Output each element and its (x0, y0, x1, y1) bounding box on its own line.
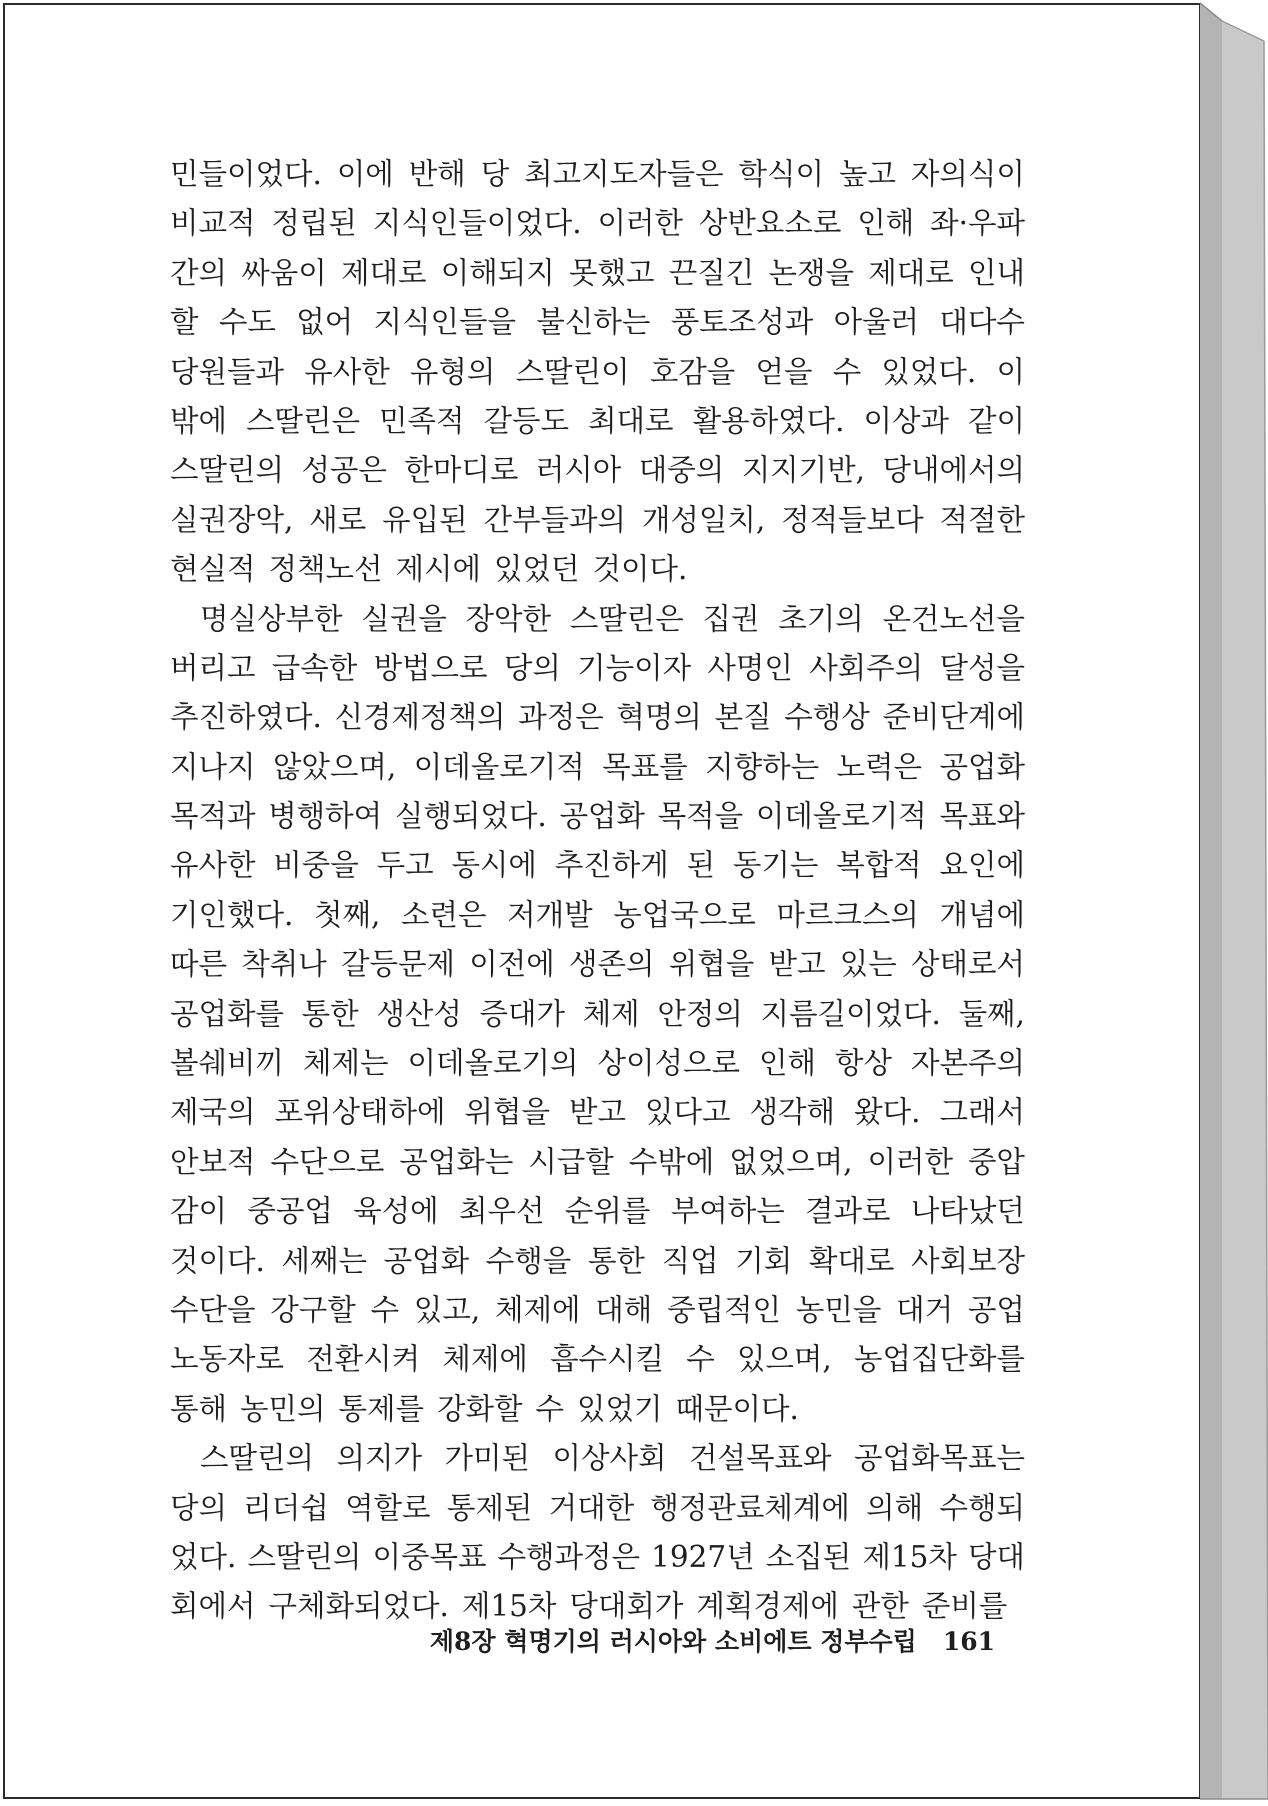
word: 스딸린은 (569, 601, 684, 636)
word: 상태로서 (911, 947, 1025, 982)
text-line (170, 348, 1025, 397)
word: 거대한 (548, 1490, 635, 1525)
word: 볼쉐비끼 (170, 1046, 284, 1081)
word: 온건노선을 (882, 601, 1025, 636)
word: 인내 (968, 255, 1025, 290)
word: 체제에 (442, 1342, 528, 1377)
word: 따른 (170, 947, 227, 982)
word: 없었으며, (729, 1144, 853, 1179)
word: 유형의 (409, 354, 496, 389)
word: 정책노선 (268, 552, 383, 587)
word: 수 (686, 1342, 715, 1377)
word: 과정은 (518, 700, 604, 735)
word: 통한 (301, 996, 359, 1031)
word: 항상 (834, 1046, 892, 1081)
word: 제국의 (170, 1095, 256, 1130)
word: 혁명의 (616, 700, 702, 735)
chapter-title: 제8장 혁명기의 러시아와 소비에트 정부수립 (429, 1627, 917, 1656)
word: 목표와 (939, 799, 1025, 834)
word: 확대로 (808, 1243, 895, 1278)
word: 버리고 (170, 650, 256, 685)
page-footer (420, 1622, 995, 1658)
text-line (170, 446, 1025, 495)
paragraph (170, 150, 1025, 595)
word: 초기의 (778, 601, 864, 636)
word: 안정의 (657, 996, 743, 1031)
word: 인해 (857, 206, 915, 241)
text-line (170, 496, 1025, 545)
word: 대해 (595, 1292, 653, 1327)
word: 최대로 (588, 403, 674, 438)
paragraph (170, 1434, 1025, 1632)
word: 병행하여 (268, 799, 383, 834)
word: 대중의 (638, 453, 725, 488)
word: 목표를 (602, 749, 688, 784)
word: 나타났던 (910, 1194, 1025, 1229)
word: 민족적 (379, 403, 465, 438)
word: 민들이었다. (170, 157, 322, 191)
word: 공업화는 (399, 1144, 514, 1179)
word: 개성일치, (641, 502, 766, 537)
word: 수행을 (485, 1243, 572, 1278)
word: 추진하게 (554, 848, 669, 883)
text-line (170, 1335, 1025, 1384)
word: 구체화되었다. (268, 1589, 449, 1624)
word: 사명인 (707, 650, 793, 685)
word: 의해 (866, 1490, 924, 1525)
word: 소집된 (765, 1539, 852, 1574)
word: 리더쉽 (243, 1490, 329, 1525)
word: 농민의 (240, 1391, 326, 1426)
word: 중립적인 (667, 1292, 782, 1327)
word: 관한 (851, 1589, 909, 1624)
word: 받고 (768, 947, 826, 982)
word: 준비단계에 (882, 700, 1025, 735)
word: 생각해 (749, 1095, 836, 1130)
word: 지식인들이었다. (372, 206, 582, 241)
word: 동기는 (732, 848, 819, 883)
word: 반해 (408, 157, 466, 191)
word: 실권장악, (170, 502, 294, 537)
word: 불신하는 (536, 305, 651, 340)
page-number: 161 (942, 1627, 995, 1656)
text-line (170, 743, 1025, 792)
word: 수행되 (939, 1490, 1025, 1525)
text-line (170, 1088, 1025, 1137)
word: 목적을 (657, 799, 744, 834)
word: 노동자로 (170, 1342, 284, 1377)
word: 의지가 (336, 1441, 422, 1476)
word: 이상과 (863, 403, 949, 438)
word: 세째는 (281, 1243, 368, 1278)
word: 정립된 (271, 206, 357, 241)
word: 스딸린의 (200, 1441, 314, 1476)
word: 준비를 (921, 1589, 1008, 1624)
word: 당내에서의 (882, 453, 1025, 488)
word: 첫째, (314, 897, 381, 932)
word: 급속한 (271, 650, 358, 685)
word: 달성을 (939, 650, 1025, 685)
text-line (170, 397, 1025, 446)
word: 복합적 (836, 848, 922, 883)
word: 비중을 (273, 848, 359, 883)
word: 한마디로 (404, 453, 519, 488)
word: 직업 (661, 1243, 719, 1278)
word: 제시에 (395, 552, 481, 587)
word: 간의 (170, 255, 227, 290)
word: 있다고 (645, 1095, 731, 1130)
word: 정적들보다 (781, 502, 924, 537)
word: 었다. (170, 1539, 237, 1574)
word: 것이다. (592, 552, 688, 587)
word: 수행상 (784, 700, 870, 735)
word: 이해되지 (440, 255, 555, 290)
word: 부여하는 (670, 1194, 785, 1229)
word: 농민을 (795, 1292, 882, 1327)
word: 통제를 (338, 1391, 424, 1426)
word: 강구할 (270, 1292, 356, 1327)
text-line (170, 199, 1025, 248)
text-line (170, 1434, 1025, 1483)
word: 지식인들을 (373, 305, 517, 340)
word: 요인에 (939, 848, 1025, 883)
word: 있었기 (577, 1391, 663, 1426)
word: 기인했다. (170, 897, 294, 932)
word: 있으며, (736, 1342, 832, 1377)
word: 공업화 (559, 799, 645, 834)
word: 얻을 (755, 354, 813, 389)
word: 자의식이 (910, 157, 1025, 191)
word: 지름길이었다. (760, 996, 941, 1031)
text-line (170, 644, 1025, 693)
word: 새로 (309, 502, 367, 537)
word: 집권 (702, 601, 760, 636)
word: 상이성으로 (597, 1046, 740, 1081)
word: 당대 (967, 1539, 1025, 1574)
word: 갈등문제 (341, 947, 455, 982)
word: 포위상태하에 (274, 1095, 446, 1130)
word: 이데올로기적 (755, 799, 927, 834)
word: 적절한 (939, 502, 1025, 537)
page-edge-shadow (1200, 3, 1268, 1803)
word: 최우선 (459, 1194, 545, 1229)
word: 유입된 (382, 502, 468, 537)
word: 이데올로기적 (413, 749, 585, 784)
word: 수단으로 (270, 1144, 385, 1179)
word: 비교적 (170, 206, 256, 241)
word: 실권을 (361, 601, 447, 636)
word: 제대로 (868, 255, 954, 290)
word: 최고지도자들은 (524, 157, 724, 191)
word: 체제는 (303, 1046, 389, 1081)
word: 이상사회 (552, 1441, 667, 1476)
word: 기능이자 (577, 650, 692, 685)
word: 할 (170, 305, 199, 340)
word: 이러한 (597, 206, 683, 241)
word: 수단을 (170, 1292, 256, 1327)
word: 없어 (296, 305, 354, 340)
text-line (170, 595, 1025, 644)
word: 체제 (582, 996, 640, 1031)
text-line (170, 891, 1025, 940)
word: 논쟁을 (768, 255, 854, 290)
word: 유사한 (304, 354, 390, 389)
word: 당의 (170, 1490, 227, 1525)
text-line (170, 841, 1025, 890)
word: 성공은 (301, 453, 387, 488)
word: 당의 (503, 650, 561, 685)
text-line (170, 1286, 1025, 1335)
word: 공업화를 (170, 996, 284, 1031)
text-line (170, 1533, 1025, 1582)
word: 있는 (839, 947, 897, 982)
word: 공업화 (383, 1243, 470, 1278)
word: 싸움이 (241, 255, 327, 290)
word: 농업국으로 (613, 897, 756, 932)
word: 활용하였다. (692, 403, 845, 438)
word: 스딸린은 (246, 403, 361, 438)
text-line (170, 150, 1025, 199)
word: 때문이다. (675, 1391, 799, 1426)
word: 본질 (714, 700, 772, 735)
word: 갈등도 (483, 403, 570, 438)
word: 농업집단화를 (854, 1342, 1025, 1377)
word: 수 (535, 1391, 564, 1426)
text-line (170, 1138, 1025, 1187)
word: 이 (996, 354, 1025, 389)
text-line (170, 249, 1025, 298)
word: 소련은 (401, 897, 487, 932)
word: 받고 (569, 1095, 627, 1130)
word: 가미된 (444, 1441, 530, 1476)
word: 시급할 (528, 1144, 614, 1179)
word: 공업화 (939, 749, 1025, 784)
word: 실행되었다. (394, 799, 547, 834)
word: 호감을 (649, 354, 736, 389)
word: 이데올로기의 (407, 1046, 579, 1081)
text-line (170, 1039, 1025, 1088)
word: 체제에 (495, 1292, 581, 1327)
word: 인해 (758, 1046, 816, 1081)
word: 못했고 (569, 255, 655, 290)
word: 당원들과 (170, 354, 284, 389)
text-line (170, 1484, 1025, 1533)
word: 착취나 (241, 947, 327, 982)
text-line (170, 1385, 1025, 1434)
word: 스딸린의 (170, 453, 284, 488)
word: 않았으며, (272, 749, 397, 784)
word: 중압 (967, 1144, 1025, 1179)
word: 회에서 (170, 1589, 256, 1624)
word: 마르크스의 (776, 897, 919, 932)
text-line (170, 792, 1025, 841)
word: 풍토조성과 (670, 305, 814, 340)
word: 두고 (376, 848, 434, 883)
word: 노력은 (836, 749, 923, 784)
word: 제15차 (862, 1539, 957, 1574)
word: 그래서 (939, 1095, 1025, 1130)
word: 저개발 (507, 897, 593, 932)
word: 간부들과의 (483, 502, 626, 537)
word: 제대로 (341, 255, 427, 290)
word: 역할로 (345, 1490, 431, 1525)
word: 당대회가 (569, 1589, 684, 1624)
word: 대거 (896, 1292, 954, 1327)
word: 위협을 (464, 1095, 551, 1130)
word: 명실상부한 (200, 601, 343, 636)
word: 러시아 (535, 453, 622, 488)
text-line (170, 1237, 1025, 1286)
word: 있었던 (494, 552, 580, 587)
word: 같이 (967, 403, 1025, 438)
word: 전환시켜 (306, 1342, 421, 1377)
word: 행정관료체계에 (650, 1490, 850, 1525)
word: 왔다. (854, 1095, 921, 1130)
word: 지향하는 (705, 749, 820, 784)
word: 자본주의 (910, 1046, 1025, 1081)
word: 이에 (336, 157, 394, 191)
word: 지지기반, (741, 453, 866, 488)
word: 수도 (218, 305, 276, 340)
word: 된 (686, 848, 716, 883)
word: 대다수 (939, 305, 1025, 340)
word: 수 (370, 1292, 400, 1327)
word: 끈질긴 (668, 255, 755, 290)
word: 생산성 (376, 996, 462, 1031)
word: 사회주의 (809, 650, 924, 685)
word: 기회 (735, 1243, 793, 1278)
word: 스딸린의 (247, 1539, 362, 1574)
text-line (170, 693, 1025, 742)
word: 추진하였다. (170, 700, 322, 735)
word: 동시에 (451, 848, 537, 883)
word: 계획경제에 (696, 1589, 839, 1624)
word: 스딸린이 (515, 354, 630, 389)
text-line (170, 1187, 1025, 1236)
word: 육성에 (353, 1194, 439, 1229)
word: 안보적 (170, 1144, 256, 1179)
word: 증대가 (479, 996, 566, 1031)
word: 학식이 (738, 157, 825, 191)
word: 아울러 (833, 305, 920, 340)
word: 개념에 (939, 897, 1025, 932)
word: 결과로 (805, 1194, 891, 1229)
word: 이러한 (867, 1144, 953, 1179)
word: 흡수시킬 (550, 1342, 665, 1377)
word: 중공업 (247, 1194, 333, 1229)
word: 이중목표 (372, 1539, 487, 1574)
word: 이전에 (469, 947, 555, 982)
word: 좌·우파 (930, 206, 1025, 241)
word: 1927년 (651, 1539, 755, 1574)
word: 공업 (967, 1292, 1025, 1327)
word: 통한 (587, 1243, 645, 1278)
word: 강화할 (437, 1391, 523, 1426)
text-line (170, 298, 1025, 347)
text-line (170, 940, 1025, 989)
word: 것이다. (170, 1243, 265, 1278)
word: 밖에 (170, 403, 227, 438)
word: 당 (480, 157, 510, 191)
word: 있고, (413, 1292, 481, 1327)
word: 둘째, (958, 996, 1025, 1031)
paragraph (170, 595, 1025, 1435)
word: 신경제정책의 (334, 700, 506, 735)
word: 수 (832, 354, 862, 389)
text-line (170, 990, 1025, 1039)
word: 있었다. (881, 354, 977, 389)
word: 순위를 (564, 1194, 651, 1229)
word: 현실적 (170, 552, 256, 587)
word: 사회보장 (911, 1243, 1025, 1278)
word: 통해 (170, 1391, 227, 1426)
word: 높고 (838, 157, 896, 191)
word: 방법으로 (373, 650, 488, 685)
word: 감이 (170, 1194, 227, 1229)
word: 유사한 (170, 848, 256, 883)
word: 공업화목표는 (854, 1441, 1025, 1476)
word: 위협을 (668, 947, 755, 982)
word: 상반요소로 (698, 206, 842, 241)
word: 지나지 (170, 749, 256, 784)
word: 제15차 (461, 1589, 557, 1624)
word: 통제된 (446, 1490, 533, 1525)
word: 수행과정은 (497, 1539, 641, 1574)
word: 건설목표와 (689, 1441, 832, 1476)
word: 장악한 (465, 601, 551, 636)
body-text (170, 150, 1025, 1632)
text-line (170, 545, 1025, 594)
word: 생존의 (569, 947, 655, 982)
word: 목적과 (170, 799, 256, 834)
word: 수밖에 (628, 1144, 715, 1179)
